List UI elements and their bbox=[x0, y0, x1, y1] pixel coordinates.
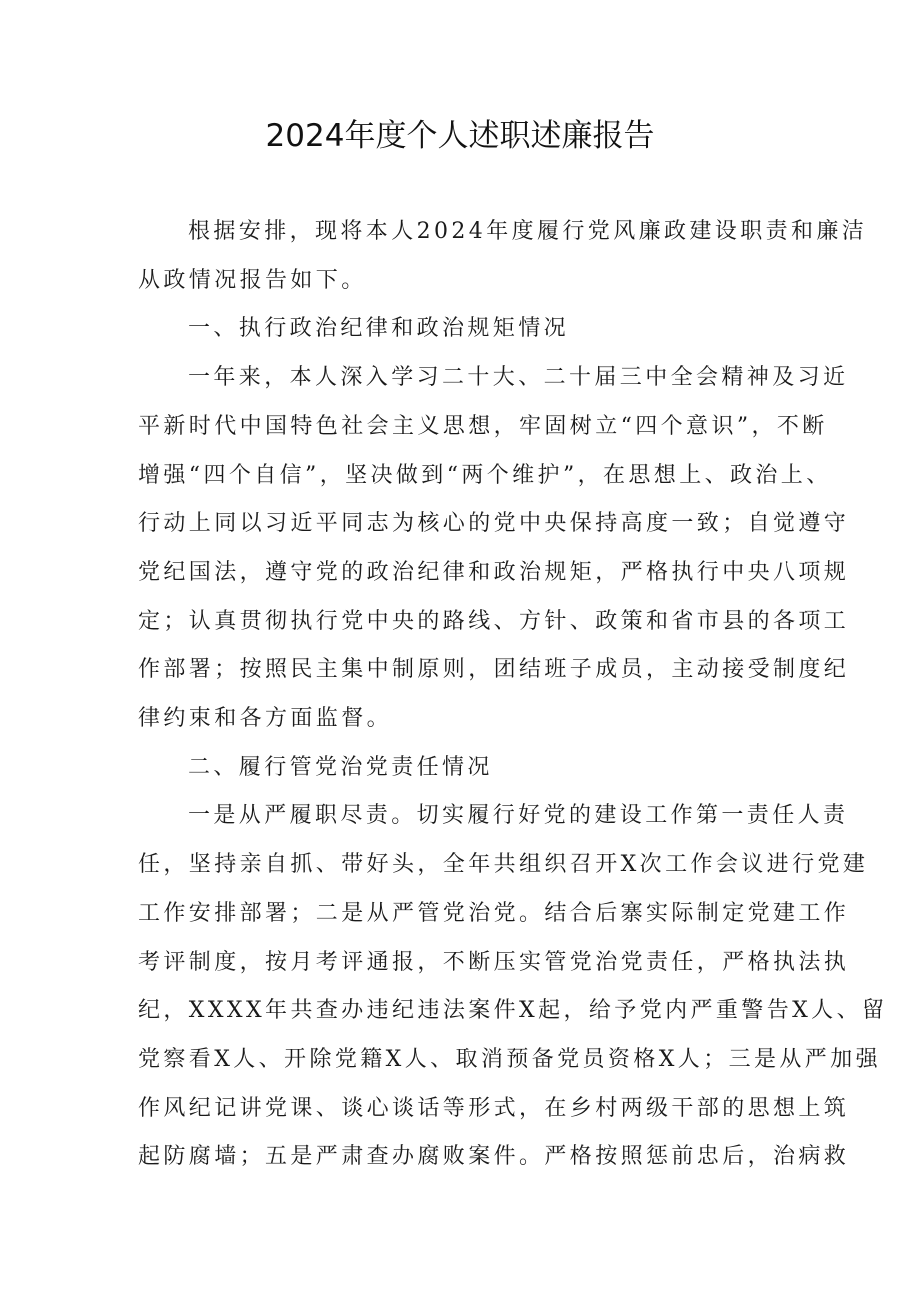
paragraph-line: 纪，XXXX年共查办违纪违法案件X起，给予党内严重警告X人、留 bbox=[138, 998, 888, 1024]
paragraph-line: 党纪国法，遵守党的政治纪律和政治规矩，严格执行中央八项规 bbox=[138, 559, 850, 585]
paragraph-line: 作部署；按照民主集中制原则，团结班子成员，主动接受制度纪 bbox=[138, 657, 850, 683]
paragraph-line: 增强“四个自信”，坚决做到“两个维护”，在思想上、政治上、 bbox=[138, 462, 832, 488]
paragraph-line: 任，坚持亲自抓、带好头，全年共组织召开X次工作会议进行党建 bbox=[138, 852, 869, 878]
paragraph-line: 作风纪记讲党课、谈心谈话等形式，在乡村两级干部的思想上筑 bbox=[138, 1095, 850, 1121]
document-body bbox=[138, 208, 888, 1182]
paragraph-line: 律约束和各方面监督。 bbox=[138, 706, 393, 732]
paragraph-line: 一年来，本人深入学习二十大、二十届三中全会精神及习近 bbox=[188, 365, 849, 391]
paragraph-line: 起防腐墙；五是严肃查办腐败案件。严格按照惩前忠后，治病救 bbox=[138, 1144, 850, 1170]
paragraph-line: 行动上同以习近平同志为核心的党中央保持高度一致；自觉遵守 bbox=[138, 511, 850, 537]
paragraph-line: 根据安排，现将本人2024年度履行党风廉政建设职责和廉洁 bbox=[188, 219, 868, 244]
paragraph-line: 一是从严履职尽责。切实履行好党的建设工作第一责任人责 bbox=[188, 803, 849, 829]
paragraph-line: 定；认真贯彻执行党中央的路线、方针、政策和省市县的各项工 bbox=[138, 608, 850, 634]
paragraph-line: 工作安排部署；二是从严管党治党。结合后寨实际制定党建工作 bbox=[138, 900, 850, 926]
document-title: 2024年度个人述职述廉报告 bbox=[265, 118, 655, 154]
paragraph-line: 考评制度，按月考评通报，不断压实管党治党责任，严格执法执 bbox=[138, 949, 850, 975]
section-heading: 一、执行政治纪律和政治规矩情况 bbox=[188, 316, 570, 342]
paragraph-line: 平新时代中国特色社会主义思想，牢固树立“四个意识”，不断 bbox=[138, 413, 828, 439]
paragraph-line: 从政情况报告如下。 bbox=[138, 267, 367, 293]
section-heading: 二、履行管党治党责任情况 bbox=[188, 754, 493, 780]
paragraph-line: 党察看X人、开除党籍X人、取消预备党员资格X人；三是从严加强 bbox=[138, 1046, 881, 1072]
